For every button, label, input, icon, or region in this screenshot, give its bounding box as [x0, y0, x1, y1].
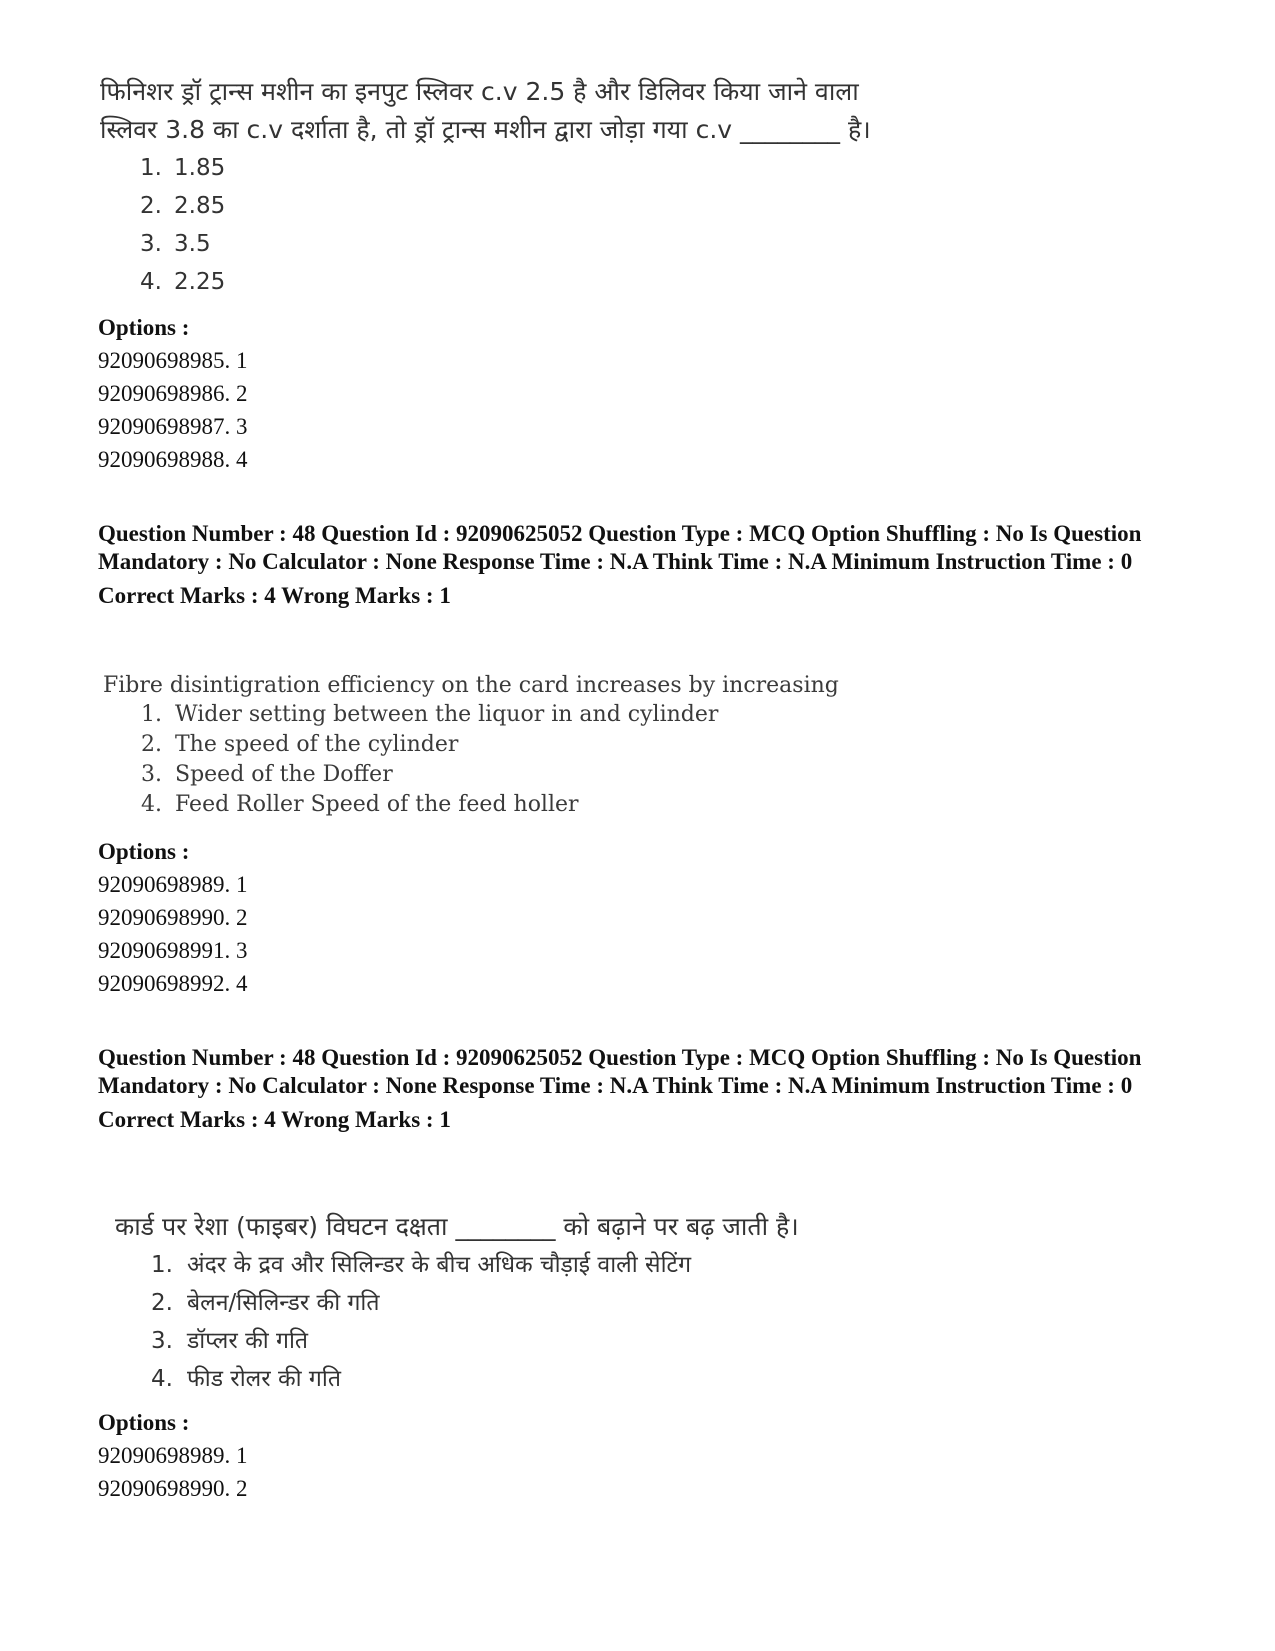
question-meta-block — [98, 1044, 1178, 1134]
choice-item — [151, 1360, 799, 1398]
question-image-english — [103, 671, 839, 820]
choice-text: बेलन/सिलिन्डर की गति — [187, 1290, 380, 1316]
choice-number: 1. — [140, 155, 162, 181]
choice-list — [151, 1246, 799, 1398]
options-block — [98, 1406, 1178, 1505]
choice-text: Feed Roller Speed of the feed holler — [175, 792, 579, 817]
question-stem-line: फिनिशर ड्रॉ ट्रान्स मशीन का इनपुट स्लिवर c.v 2.5 है और डिलिवर किया जाने वाला — [100, 77, 859, 106]
question-meta-block — [98, 520, 1178, 610]
options-block — [98, 311, 1178, 476]
choice-item — [141, 760, 839, 790]
choice-item — [151, 1322, 799, 1360]
choice-number: 2. — [140, 193, 162, 219]
option-line: 92090698992. 4 — [98, 971, 248, 996]
option-line: 92090698989. 1 — [98, 1443, 248, 1468]
question-stem-line: स्लिवर 3.8 का c.v दर्शाता है, तो ड्रॉ ट्रान्स मशीन द्वारा जोड़ा गया c.v ________ है। — [100, 115, 871, 144]
choice-text: अंदर के द्रव और सिलिन्डर के बीच अधिक चौड़ाई वाली सेटिंग — [187, 1252, 692, 1278]
choice-item — [140, 263, 871, 301]
question-meta: Question Number : 48 Question Id : 92090625052 Question Type : MCQ Option Shuffling : No Is Question Mandatory : No Calculator : None Response Time : N.A Think Time : N.A Minimum Instruction Time : 0 — [98, 1045, 1142, 1098]
option-line: 92090698990. 2 — [98, 1476, 248, 1501]
option-line: 92090698986. 2 — [98, 381, 248, 406]
choice-number: 4. — [151, 1366, 173, 1392]
question-image-hindi-card — [115, 1208, 799, 1398]
options-block — [98, 835, 1178, 1000]
choice-number: 1. — [151, 1252, 173, 1278]
choice-text: डॉप्लर की गति — [187, 1328, 309, 1354]
choice-text: फीड रोलर की गति — [187, 1366, 341, 1392]
choice-item — [151, 1246, 799, 1284]
option-line: 92090698985. 1 — [98, 348, 248, 373]
choice-text: 1.85 — [174, 155, 226, 181]
choice-text: Wider setting between the liquor in and cylinder — [175, 702, 719, 727]
choice-text: Speed of the Doffer — [175, 762, 393, 787]
choice-text: 2.85 — [174, 193, 226, 219]
options-title: Options : — [98, 1410, 190, 1435]
option-line: 92090698990. 2 — [98, 905, 248, 930]
choice-number: 3. — [140, 231, 162, 257]
choice-number: 2. — [151, 1290, 173, 1316]
choice-number: 4. — [141, 792, 162, 817]
choice-item — [141, 790, 839, 820]
choice-number: 4. — [140, 269, 162, 295]
choice-number: 1. — [141, 702, 162, 727]
option-line: 92090698989. 1 — [98, 872, 248, 897]
choice-text: 3.5 — [174, 231, 211, 257]
question-marks: Correct Marks : 4 Wrong Marks : 1 — [98, 583, 451, 608]
question-stem: Fibre disintigration efficiency on the card increases by increasing — [103, 673, 839, 698]
choice-item — [141, 730, 839, 760]
options-title: Options : — [98, 839, 190, 864]
option-line: 92090698991. 3 — [98, 938, 248, 963]
choice-number: 2. — [141, 732, 162, 757]
question-marks: Correct Marks : 4 Wrong Marks : 1 — [98, 1107, 451, 1132]
option-line: 92090698988. 4 — [98, 447, 248, 472]
choice-item — [151, 1284, 799, 1322]
choice-list — [140, 149, 871, 301]
question-image-hindi-cv — [100, 73, 871, 301]
choice-text: The speed of the cylinder — [175, 732, 459, 757]
choice-item — [140, 187, 871, 225]
options-title: Options : — [98, 315, 190, 340]
choice-list — [141, 700, 839, 820]
question-stem: कार्ड पर रेशा (फाइबर) विघटन दक्षता ________ को बढ़ाने पर बढ़ जाती है। — [115, 1212, 799, 1241]
choice-item — [140, 149, 871, 187]
option-line: 92090698987. 3 — [98, 414, 248, 439]
choice-item — [141, 700, 839, 730]
choice-number: 3. — [151, 1328, 173, 1354]
choice-number: 3. — [141, 762, 162, 787]
question-meta: Question Number : 48 Question Id : 92090625052 Question Type : MCQ Option Shuffling : No Is Question Mandatory : No Calculator : None Response Time : N.A Think Time : N.A Minimum Instruction Time : 0 — [98, 521, 1142, 574]
choice-item — [140, 225, 871, 263]
choice-text: 2.25 — [174, 269, 226, 295]
